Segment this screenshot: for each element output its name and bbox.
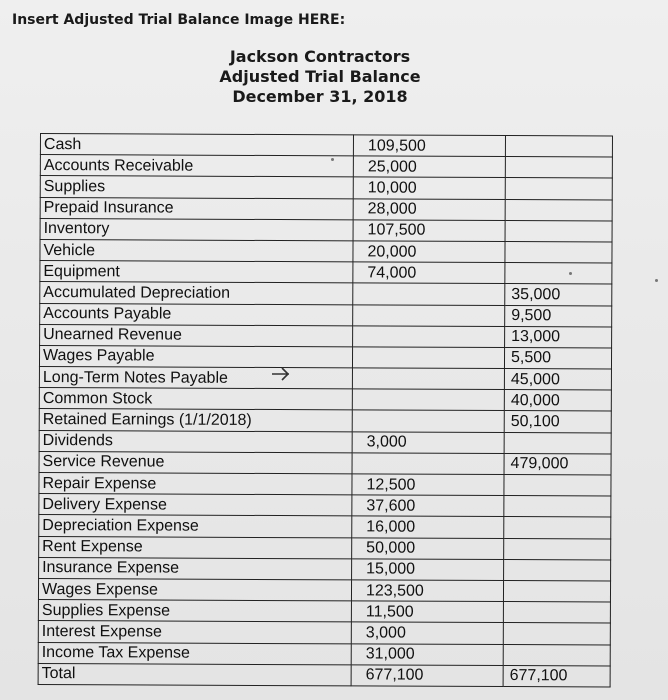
credit-cell: 40,000 [504,390,611,412]
table-row [40,176,612,200]
account-cell: Inventory [40,218,353,241]
account-cell: Common Stock [39,388,352,411]
account-cell: Wages Payable [39,345,352,368]
credit-cell [504,559,611,581]
credit-cell [505,220,612,242]
credit-cell [504,432,611,454]
table-row [39,388,611,412]
debit-cell: 31,000 [351,643,503,665]
credit-cell [503,623,610,645]
mouse-cursor-icon [272,366,290,382]
table-row [40,282,612,306]
debit-cell: 28,000 [353,198,505,220]
table-row [39,367,611,391]
credit-cell [504,496,611,518]
credit-cell [503,602,610,624]
credit-cell [505,199,612,221]
debit-cell: 3,000 [352,431,504,453]
account-cell: Delivery Expense [39,494,352,517]
credit-cell: 50,100 [504,411,611,433]
debit-cell: 74,000 [353,262,505,284]
credit-cell: 9,500 [505,305,612,327]
speck-dot [569,272,572,275]
trial-balance-body [38,134,612,687]
table-row [38,621,610,645]
account-cell: Income Tax Expense [38,642,351,665]
credit-cell [504,517,611,539]
credit-cell: 13,000 [505,326,612,348]
debit-cell: 16,000 [352,516,504,538]
debit-cell [353,283,505,305]
debit-cell [352,368,504,390]
company-name: Jackson Contractors [229,47,411,66]
table-row [40,303,612,327]
debit-cell: 11,500 [351,601,503,623]
account-cell: Supplies Expense [38,600,351,623]
speck-dot [655,279,658,282]
credit-cell [504,475,611,497]
credit-cell [505,157,612,179]
account-cell: Interest Expense [38,621,351,644]
debit-cell [353,326,505,348]
debit-cell: 25,000 [353,156,505,178]
account-cell: Rent Expense [39,536,352,559]
table-row [39,409,611,433]
credit-cell [505,263,612,285]
credit-cell [505,136,612,158]
account-cell: Equipment [40,261,353,284]
debit-cell: 15,000 [352,559,504,581]
account-cell: Unearned Revenue [40,324,353,347]
account-cell: Accounts Payable [40,303,353,326]
credit-cell: 479,000 [504,453,611,475]
table-row [40,218,612,242]
account-cell: Accumulated Depreciation [40,282,353,305]
debit-cell: 37,600 [352,495,504,517]
credit-cell: 35,000 [505,284,612,306]
table-row [39,515,611,539]
account-cell: Total [38,663,351,686]
account-cell: Repair Expense [39,472,352,495]
account-cell: Prepaid Insurance [40,197,353,220]
credit-cell: 5,500 [504,347,611,369]
debit-cell: 50,000 [352,537,504,559]
speck-dot [331,158,334,161]
account-cell: Retained Earnings (1/1/2018) [39,409,352,432]
credit-cell [503,644,610,666]
credit-cell [505,241,612,263]
page-heading: Insert Adjusted Trial Balance Image HERE: [12,12,346,28]
table-row [40,261,612,285]
debit-cell: 123,500 [351,580,503,602]
table-row [39,494,611,518]
table-row [39,557,611,581]
account-cell: Vehicle [40,239,353,262]
debit-cell [352,453,504,475]
debit-cell: 10,000 [353,177,505,199]
table-row [38,642,610,666]
table-row [40,324,612,348]
table-row [40,239,612,263]
table-row [39,430,611,454]
debit-cell: 107,500 [353,220,505,242]
account-cell: Service Revenue [39,451,352,474]
credit-cell [504,538,611,560]
account-cell: Dividends [39,430,352,453]
debit-cell: 12,500 [352,474,504,496]
debit-cell: 3,000 [351,622,503,644]
account-cell: Insurance Expense [39,557,352,580]
table-row [39,451,611,475]
debit-cell [353,304,505,326]
table-row [40,155,612,179]
debit-cell [352,347,504,369]
table-row [40,134,612,158]
credit-cell: 45,000 [504,369,611,391]
debit-cell: 677,100 [351,665,503,687]
credit-cell: 677,100 [503,665,610,687]
table-row [40,197,612,221]
account-cell: Accounts Receivable [40,155,353,178]
account-cell: Long-Term Notes Payable [39,367,352,390]
debit-cell: 20,000 [353,241,505,263]
account-cell: Wages Expense [38,578,351,601]
table-row [38,663,610,687]
report-date: December 31, 2018 [232,87,408,106]
debit-cell [352,389,504,411]
account-cell: Depreciation Expense [39,515,352,538]
debit-cell [352,410,504,432]
table-row [39,472,611,496]
account-cell: Cash [40,134,353,157]
debit-cell: 109,500 [353,135,505,157]
credit-cell [505,178,612,200]
table-row [38,600,610,624]
table-row [38,578,610,602]
account-cell: Supplies [40,176,353,199]
table-row [39,536,611,560]
trial-balance-table [38,133,613,687]
table-row [39,345,611,369]
report-name: Adjusted Trial Balance [219,67,421,86]
credit-cell [503,580,610,602]
report-title-block [0,47,640,107]
